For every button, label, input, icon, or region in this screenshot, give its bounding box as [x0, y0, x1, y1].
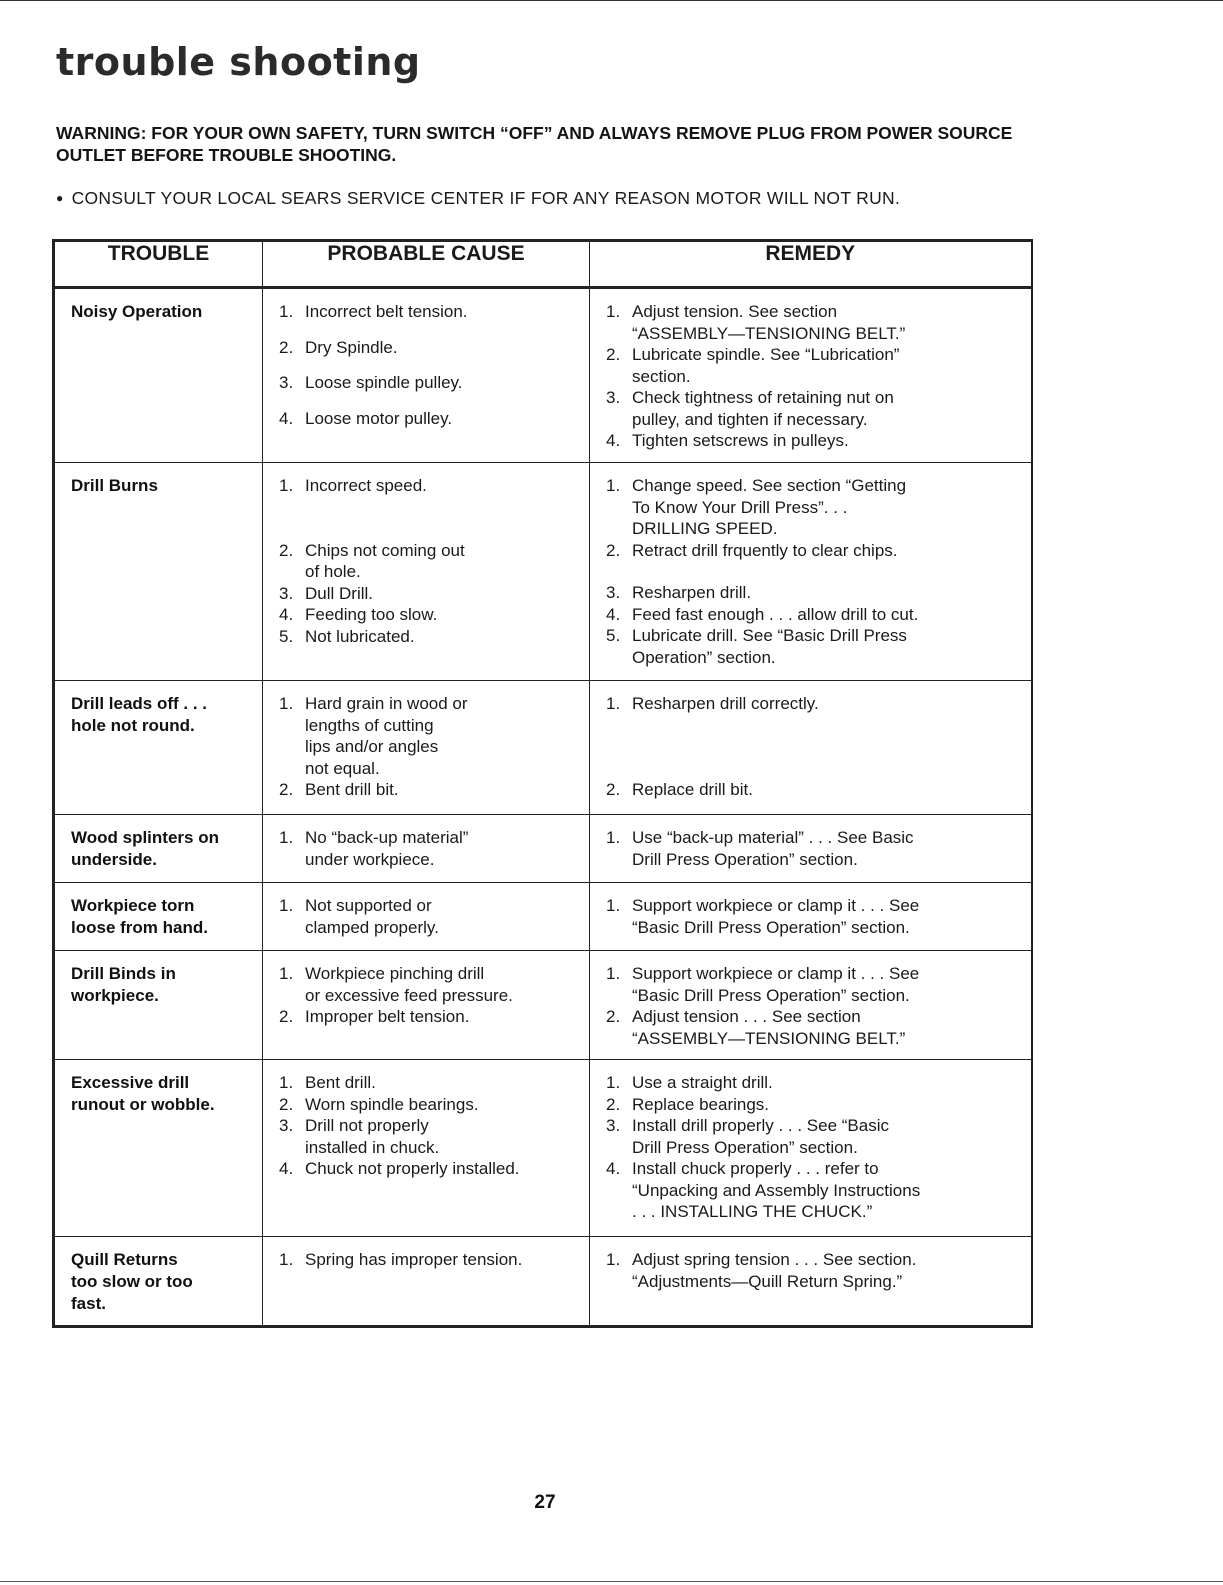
trouble-cell: Drill Burns	[54, 463, 263, 681]
remedy-cell	[590, 288, 1032, 463]
remedy-item	[606, 1072, 1021, 1094]
cause-cell	[263, 1060, 590, 1237]
remedy-item	[606, 827, 1021, 870]
item-number: 4.	[279, 408, 294, 428]
item-text: Install drill properly . . . See “Basic Drill Press Operation” section.	[632, 1116, 889, 1157]
item-text: Lubricate drill. See “Basic Drill Press Operation” section.	[632, 626, 907, 667]
remedy-item	[606, 693, 1021, 715]
item-number: 4.	[606, 1159, 621, 1178]
item-text: Incorrect belt tension.	[305, 302, 468, 321]
trouble-cell: Wood splinters on underside.	[54, 815, 263, 883]
cause-list	[279, 963, 579, 1028]
item-number: 1.	[279, 828, 294, 847]
item-number: 1.	[606, 476, 621, 495]
cause-item	[279, 408, 579, 430]
item-text: Use “back-up material” . . . See Basic Drill Press Operation” section.	[632, 828, 914, 869]
remedy-list	[606, 1072, 1021, 1223]
item-number: 2.	[606, 1007, 621, 1026]
remedy-list	[606, 693, 1021, 800]
table-row	[54, 1237, 1032, 1327]
cause-item	[279, 583, 579, 605]
item-text: Change speed. See section “Getting To Know Your Drill Press”. . . DRILLING SPEED.	[632, 476, 907, 538]
trouble-shooting-table	[52, 239, 1033, 1328]
item-text: Bent drill.	[305, 1073, 376, 1092]
item-number: 1.	[606, 1073, 621, 1092]
remedy-cell	[590, 815, 1032, 883]
item-text: Bent drill bit.	[305, 780, 399, 799]
cause-item	[279, 372, 579, 394]
cause-item	[279, 1094, 579, 1116]
item-number: 1.	[279, 1073, 294, 1092]
trouble-cell: Quill Returns too slow or too fast.	[54, 1237, 263, 1327]
item-number: 3.	[606, 583, 621, 602]
remedy-cell	[590, 1060, 1032, 1237]
item-number: 5.	[279, 626, 294, 646]
item-number: 5.	[606, 626, 621, 645]
cause-cell	[263, 951, 590, 1060]
remedy-item	[606, 895, 1021, 938]
trouble-cell: Drill Binds in workpiece.	[54, 951, 263, 1060]
cause-cell	[263, 1237, 590, 1327]
item-text: Feed fast enough . . . allow drill to cut.	[632, 604, 919, 624]
item-text: Drill not properly installed in chuck.	[305, 1116, 440, 1157]
item-number: 2.	[279, 1094, 294, 1114]
cause-cell	[263, 463, 590, 681]
table-row	[54, 951, 1032, 1060]
item-number: 3.	[606, 388, 621, 407]
remedy-item	[606, 582, 1021, 604]
trouble-cell: Drill leads off . . . hole not round.	[54, 681, 263, 815]
item-text: Resharpen drill correctly.	[632, 694, 819, 713]
item-text: Feeding too slow.	[305, 605, 438, 624]
item-number: 1.	[606, 1250, 621, 1269]
cause-item	[279, 963, 579, 1006]
cause-item	[279, 1249, 579, 1271]
item-number: 1.	[279, 896, 294, 915]
item-number: 2.	[279, 780, 294, 799]
cause-item	[279, 337, 579, 359]
item-text: Dry Spindle.	[305, 337, 398, 357]
remedy-item	[606, 1115, 1021, 1158]
cause-item	[279, 301, 579, 323]
item-text: Incorrect speed.	[305, 476, 427, 495]
item-number: 1.	[606, 694, 621, 713]
remedy-cell	[590, 883, 1032, 951]
remedy-item	[606, 1158, 1021, 1223]
top-rule	[0, 0, 1223, 1]
remedy-list	[606, 301, 1021, 452]
item-text: Dull Drill.	[305, 583, 373, 603]
item-text: Workpiece pinching drill or excessive feed pressure.	[305, 964, 513, 1005]
remedy-item	[606, 1094, 1021, 1116]
table-row	[54, 815, 1032, 883]
item-text: Adjust tension . . . See section “ASSEMBLY—TENSIONING BELT.”	[632, 1007, 906, 1048]
item-text: Adjust spring tension . . . See section. “Adjustments—Quill Return Spring.”	[632, 1250, 917, 1291]
item-text: Use a straight drill.	[632, 1073, 773, 1092]
cause-item	[279, 779, 579, 801]
item-number: 3.	[279, 583, 294, 603]
item-text: Lubricate spindle. See “Lubrication” section.	[632, 345, 900, 386]
remedy-item	[606, 1249, 1021, 1292]
item-text: Replace drill bit.	[632, 779, 753, 799]
cause-list	[279, 827, 579, 870]
item-text: Hard grain in wood or lengths of cutting lips and/or angles not equal.	[305, 694, 468, 778]
remedy-list	[606, 1249, 1021, 1292]
remedy-cell	[590, 463, 1032, 681]
cause-item	[279, 475, 579, 497]
item-text: Check tightness of retaining nut on pulley, and tighten if necessary.	[632, 388, 894, 429]
item-number: 1.	[279, 1250, 294, 1269]
cause-item	[279, 895, 579, 938]
item-number: 2.	[606, 779, 621, 799]
item-text: Tighten setscrews in pulleys.	[632, 431, 849, 450]
item-number: 2.	[606, 345, 621, 364]
consult-text: CONSULT YOUR LOCAL SEARS SERVICE CENTER IF FOR ANY REASON MOTOR WILL NOT RUN.	[71, 188, 901, 208]
item-number: 1.	[606, 828, 621, 847]
cause-item	[279, 1115, 579, 1158]
remedy-item	[606, 625, 1021, 668]
item-number: 4.	[606, 431, 621, 450]
item-text: Replace bearings.	[632, 1094, 770, 1114]
item-number: 1.	[279, 964, 294, 983]
item-number: 1.	[606, 964, 621, 983]
cause-cell	[263, 288, 590, 463]
trouble-cell: Excessive drill runout or wobble.	[54, 1060, 263, 1237]
cause-item	[279, 540, 579, 583]
remedy-cell	[590, 1237, 1032, 1327]
cause-item	[279, 1072, 579, 1094]
page-title: trouble shooting	[56, 40, 421, 84]
cause-item	[279, 604, 579, 626]
cause-list	[279, 475, 579, 647]
remedy-item	[606, 475, 1021, 540]
bullet-icon: ●	[56, 191, 64, 205]
item-number: 3.	[279, 373, 294, 392]
item-number: 4.	[279, 1159, 294, 1178]
remedy-list	[606, 475, 1021, 668]
item-number: 3.	[279, 1116, 294, 1135]
cause-item	[279, 1158, 579, 1180]
table-header-row	[54, 241, 1032, 288]
cause-cell	[263, 815, 590, 883]
item-number: 2.	[606, 540, 621, 560]
cause-list	[279, 693, 579, 801]
item-number: 1.	[279, 694, 294, 713]
item-text: Chips not coming out of hole.	[305, 540, 465, 581]
remedy-list	[606, 963, 1021, 1049]
item-text: Loose motor pulley.	[305, 408, 453, 428]
remedy-item	[606, 301, 1021, 344]
item-number: 2.	[279, 540, 294, 560]
item-number: 2.	[279, 1007, 294, 1026]
remedy-list	[606, 895, 1021, 938]
item-number: 1.	[279, 476, 294, 495]
item-text: No “back-up material” under workpiece.	[305, 828, 469, 869]
item-text: Not lubricated.	[305, 626, 415, 646]
table-row	[54, 1060, 1032, 1237]
cause-list	[279, 301, 579, 429]
item-number: 4.	[606, 604, 621, 624]
remedy-item	[606, 604, 1021, 626]
remedy-item	[606, 1006, 1021, 1049]
item-number: 1.	[606, 302, 621, 321]
remedy-cell	[590, 681, 1032, 815]
table-body	[54, 288, 1032, 1327]
cause-cell	[263, 883, 590, 951]
cause-list	[279, 1072, 579, 1180]
item-text: Chuck not properly installed.	[305, 1159, 520, 1178]
item-text: Support workpiece or clamp it . . . See “Basic Drill Press Operation” section.	[632, 896, 920, 937]
remedy-item	[606, 430, 1021, 452]
cause-item	[279, 693, 579, 779]
bottom-rule	[0, 1581, 1223, 1582]
table-row	[54, 883, 1032, 951]
table-row	[54, 288, 1032, 463]
trouble-cell: Workpiece torn loose from hand.	[54, 883, 263, 951]
cause-list	[279, 1249, 579, 1271]
item-text: Adjust tension. See section “ASSEMBLY—TENSIONING BELT.”	[632, 302, 906, 343]
item-text: Resharpen drill.	[632, 583, 752, 602]
item-text: Not supported or clamped properly.	[305, 896, 439, 937]
page-number: 27	[534, 1492, 556, 1513]
item-number: 2.	[279, 337, 294, 357]
item-number: 1.	[279, 302, 294, 321]
table-row	[54, 463, 1032, 681]
item-number: 2.	[606, 1094, 621, 1114]
trouble-cell: Noisy Operation	[54, 288, 263, 463]
consult-note	[56, 188, 1056, 209]
item-number: 1.	[606, 896, 621, 915]
item-number: 3.	[606, 1116, 621, 1135]
item-text: Worn spindle bearings.	[305, 1094, 479, 1114]
safety-warning: WARNING: FOR YOUR OWN SAFETY, TURN SWITCH “OFF” AND ALWAYS REMOVE PLUG FROM POWER SOURCE OUTLET BEFORE TROUBLE SHOOTING.	[56, 123, 1013, 165]
header-remedy: REMEDY	[590, 241, 1032, 288]
item-text: Improper belt tension.	[305, 1007, 470, 1026]
remedy-item	[606, 963, 1021, 1006]
remedy-cell	[590, 951, 1032, 1060]
cause-item	[279, 827, 579, 870]
cause-list	[279, 895, 579, 938]
remedy-item	[606, 387, 1021, 430]
item-text: Install chuck properly . . . refer to “Unpacking and Assembly Instructions . . . INSTALLING THE CHUCK.”	[632, 1159, 921, 1221]
cause-cell	[263, 681, 590, 815]
remedy-item	[606, 344, 1021, 387]
item-text: Loose spindle pulley.	[305, 373, 463, 392]
remedy-item	[606, 779, 1021, 801]
item-text: Spring has improper tension.	[305, 1250, 523, 1269]
remedy-item	[606, 540, 1021, 562]
item-number: 4.	[279, 605, 294, 624]
header-trouble: TROUBLE	[54, 241, 263, 288]
cause-item	[279, 1006, 579, 1028]
header-probable-cause: PROBABLE CAUSE	[263, 241, 590, 288]
item-text: Retract drill frquently to clear chips.	[632, 540, 898, 560]
item-text: Support workpiece or clamp it . . . See “Basic Drill Press Operation” section.	[632, 964, 920, 1005]
cause-item	[279, 626, 579, 648]
remedy-list	[606, 827, 1021, 870]
table-row	[54, 681, 1032, 815]
